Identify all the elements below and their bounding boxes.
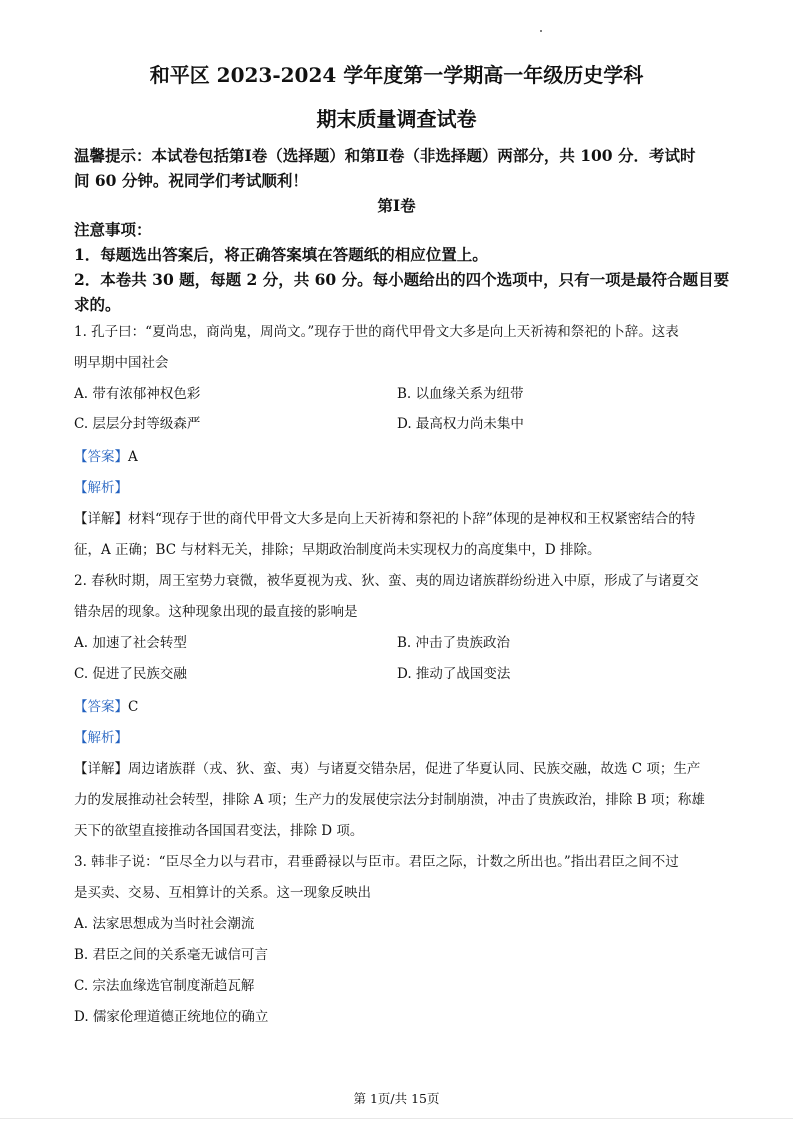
- attention-rule2-line2: 求的。: [74, 295, 121, 314]
- q1-answer-value: A: [128, 449, 138, 465]
- analysis-label: 【解析】: [74, 480, 128, 496]
- detail-label: 【详解】: [74, 761, 128, 777]
- q3-stem-line2: 是买卖、交易、互相算计的关系。这一现象反映出: [74, 885, 371, 901]
- q1-option-d: D. 最高权力尚未集中: [397, 416, 524, 432]
- q2-stem-line1: 2. 春秋时期，周王室势力衰微，被华夏视为戎、狄、蛮、夷的周边诸族群纷纷进入中原，形成了与诸夏交: [74, 573, 699, 589]
- scan-dot: [540, 30, 542, 32]
- attention-title: 注意事项：: [74, 220, 152, 239]
- q1-stem-line1: 1. 孔子曰：“夏尚忠，商尚鬼，周尚文。”现存于世的商代甲骨文大多是向上天祈祷和祭祀的卜辞。这表: [74, 324, 679, 340]
- q2-option-d: D. 推动了战国变法: [397, 666, 511, 682]
- q1-detail-text: 材料“现存于世的商代甲骨文大多是向上天祈祷和祭祀的卜辞”体现的是神权和王权紧密结合的特: [128, 511, 696, 527]
- q1-detail-line1: [74, 509, 695, 529]
- q1-answer: [74, 447, 138, 467]
- q2-detail-text: 周边诸族群（戎、狄、蛮、夷）与诸夏交错杂居，促进了华夏认同、民族交融，故选 C 项；生产: [128, 761, 701, 777]
- notice-line2: 间 60 分钟。祝同学们考试顺利！: [74, 171, 308, 190]
- analysis-label: 【解析】: [74, 730, 128, 746]
- q2-answer: [74, 697, 138, 717]
- detail-label: 【详解】: [74, 511, 128, 527]
- q2-detail-line1: [74, 759, 700, 779]
- answer-label: 【答案】: [74, 449, 128, 465]
- page-number: 第 1页/共 15页: [353, 1091, 440, 1106]
- q1-option-a: A. 带有浓郁神权色彩: [74, 386, 201, 402]
- q2-stem-line2: 错杂居的现象。这种现象出现的最直接的影响是: [74, 604, 358, 620]
- attention-rule2-line1: 2．本卷共 30 题，每题 2 分，共 60 分。每小题给出的四个选项中，只有一项是最符合题目要: [74, 270, 730, 289]
- q3-option-d: D. 儒家伦理道德正统地位的确立: [74, 1009, 269, 1025]
- q2-detail-line3: 天下的欲望直接推动各国国君变法，排除 D 项。: [74, 823, 364, 839]
- bottom-divider: [0, 1118, 793, 1119]
- answer-label: 【答案】: [74, 699, 128, 715]
- attention-rule1: 1．每题选出答案后，将正确答案填在答题纸的相应位置上。: [74, 245, 488, 264]
- q2-analysis-label: [74, 728, 128, 748]
- q3-stem-line1: 3. 韩非子说：“臣尽全力以与君市，君垂爵禄以与臣市。君臣之际，计数之所出也。”指出君臣之间不过: [74, 854, 679, 870]
- q2-answer-value: C: [128, 699, 139, 715]
- notice-line1: 温馨提示：本试卷包括第Ⅰ卷（选择题）和第Ⅱ卷（非选择题）两部分，共 100 分．考试时: [74, 146, 696, 165]
- q1-option-b: B. 以血缘关系为纽带: [397, 386, 524, 402]
- q1-detail-line2: 征，A 正确；BC 与材料无关，排除；早期政治制度尚未实现权力的高度集中，D 排除。: [74, 542, 601, 558]
- q2-option-a: A. 加速了社会转型: [74, 635, 187, 651]
- q2-option-c: C. 促进了民族交融: [74, 666, 187, 682]
- q3-option-c: C. 宗法血缘选官制度渐趋瓦解: [74, 978, 255, 994]
- section-heading: 第Ⅰ卷: [377, 196, 416, 215]
- q3-option-b: B. 君臣之间的关系毫无诚信可言: [74, 947, 269, 963]
- q1-stem-line2: 明早期中国社会: [74, 355, 169, 371]
- q3-option-a: A. 法家思想成为当时社会潮流: [74, 916, 255, 932]
- q2-detail-line2: 力的发展推动社会转型，排除 A 项；生产力的发展使宗法分封制崩溃，冲击了贵族政治，排除 B 项；称雄: [74, 792, 705, 808]
- q1-option-c: C. 层层分封等级森严: [74, 416, 201, 432]
- q2-option-b: B. 冲击了贵族政治: [397, 635, 511, 651]
- q1-analysis-label: [74, 478, 128, 498]
- exam-title-line2: 期末质量调查试卷: [316, 107, 477, 131]
- exam-title-line1: 和平区 2023-2024 学年度第一学期高一年级历史学科: [149, 63, 644, 87]
